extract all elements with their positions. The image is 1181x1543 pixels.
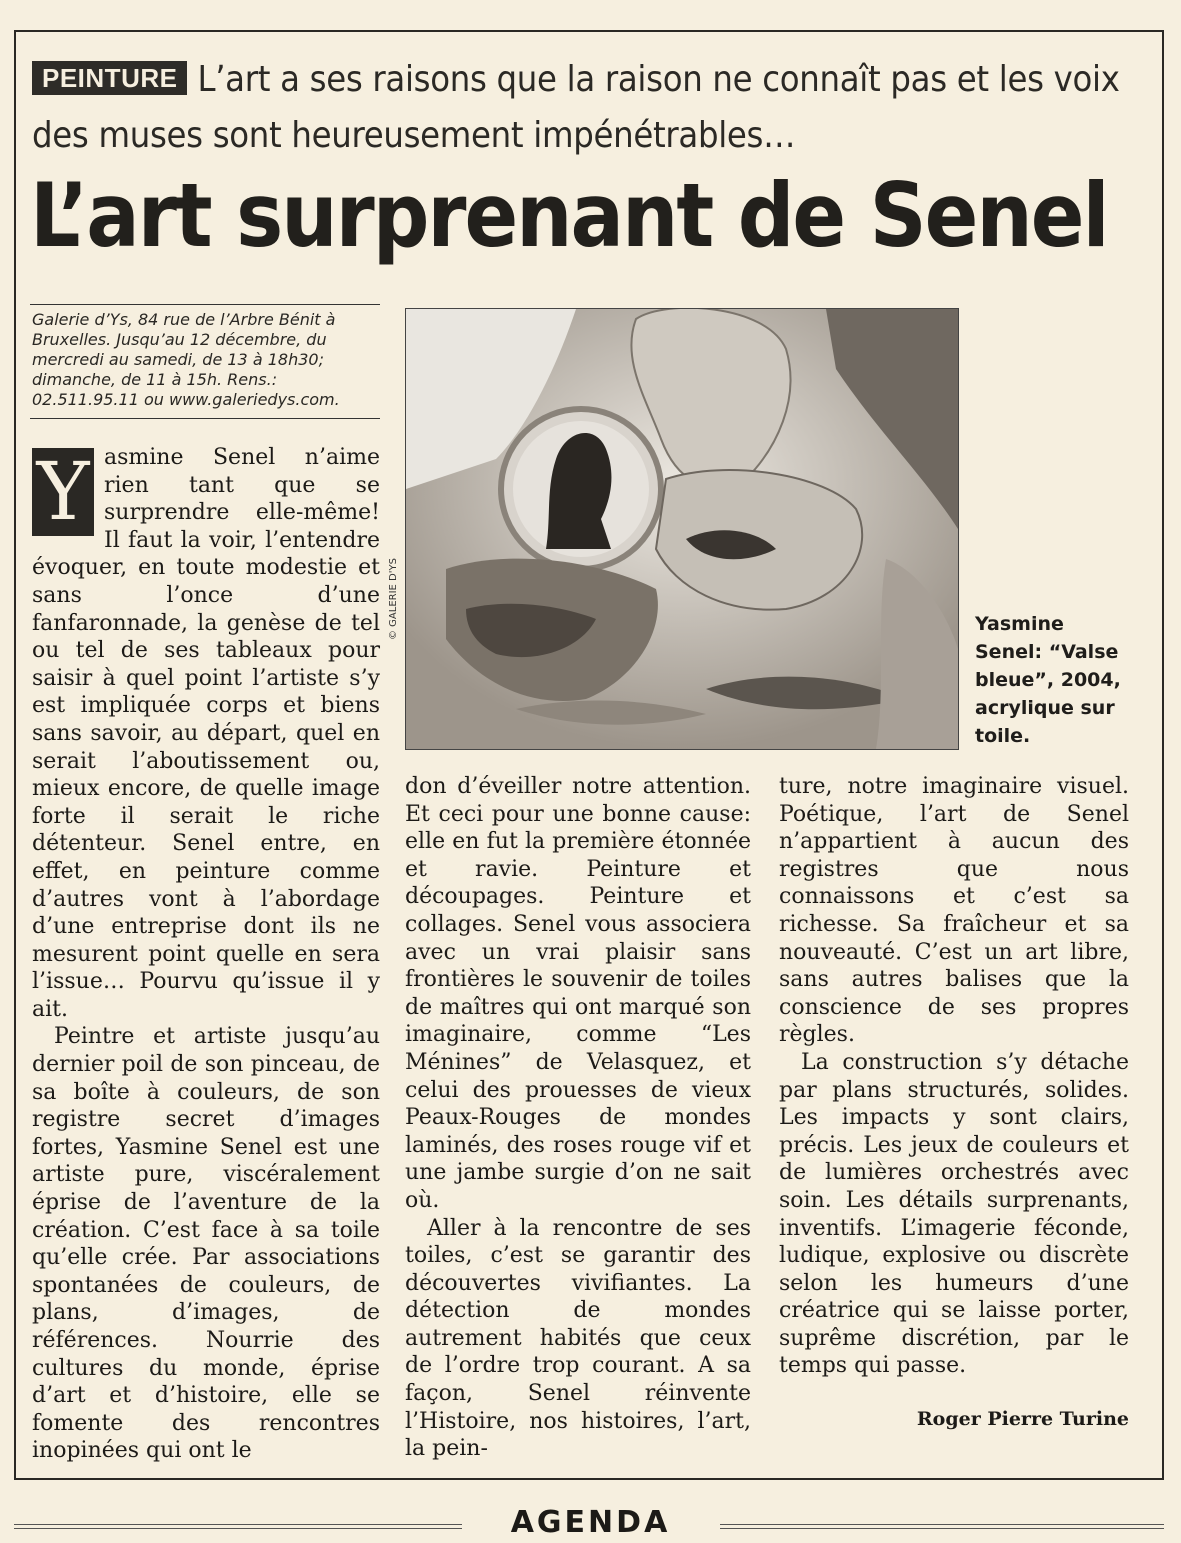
exhibition-info: Galerie d’Ys, 84 rue de l’Arbre Bénit à Bruxelles. Jusqu’au 12 décembre, du mercredi au samedi, de 13 à 18h30; dimanche, de 11 à 15h. Rens.: 02.511.95.11 ou www.galeriedys.com. — [32, 310, 340, 409]
drop-cap: Y — [32, 448, 94, 536]
author-byline: Roger Pierre Turine — [916, 1408, 1129, 1430]
section-footer: AGENDA — [510, 1505, 671, 1540]
info-divider-bottom — [30, 418, 380, 419]
article-column-2 — [405, 773, 751, 1463]
kicker — [32, 52, 1152, 164]
paragraph: ture, notre imaginaire visuel. Poétique, l’art de Senel n’appartient à aucun des registres que nous connaissons et c’est sa richesse. Sa fraîcheur et sa nouveauté. C’est un art libre, sans autres balises que la conscience de ses propres règles. — [779, 774, 1129, 1048]
paragraph: La construction s’y détache par plans structurés, solides. Les impacts y sont clairs, précis. Les jeux de couleurs et de lumières orchestrés avec soin. Les détails surprenants, inventifs. L’imagerie féconde, ludique, explosive ou discrète selon les humeurs d’une créatrice qui se laisse porter, suprême discrétion, par le temps qui passe. — [779, 1049, 1129, 1379]
article-column-1 — [32, 444, 380, 1465]
info-divider-top — [30, 304, 380, 305]
paragraph: asmine Senel n’aime rien tant que se surprendre elle-même! Il faut la voir, l’entendre évoquer, en toute modestie et sans l’once d’une fanfaronnade, la genèse de tel ou tel de ses tableaux pour saisir à quel point l’artiste s’y est impliquée corps et biens sans savoir, au départ, quel en serait l’aboutissement ou, mieux encore, de quelle image forte il serait le riche détenteur. Senel entre, en effet, en peinture comme d’autres vont à l’abordage d’une entreprise dont ils ne mesurent point quelle en sera l’issue… Pourvu qu’issue il y ait. — [32, 445, 380, 1022]
artwork-photo — [405, 308, 959, 750]
kicker-text: L’art a ses raisons que la raison ne connaît pas et les voix des muses sont heureusement impénétrables… — [32, 59, 1120, 156]
photo-credit: © GALERIE D'YS — [388, 558, 399, 640]
photo-caption: Yasmine Senel: “Valse bleue”, 2004, acrylique sur toile. — [975, 613, 1121, 747]
paragraph: Aller à la rencontre de ses toiles, c’est se garantir des découvertes vivifiantes. La détection de mondes autrement habités que ceux de l’ordre trop courant. A sa façon, Senel réinvente l’Histoire, nos histoires, l’art, la pein- — [405, 1215, 751, 1462]
paragraph: Peintre et artiste jusqu’au dernier poil de son pinceau, de sa boîte à couleurs, de son registre secret d’images fortes, Yasmine Senel est une artiste pure, viscéralement éprise de l’aventure de la création. C’est face à sa toile qu’elle crée. Par associations spontanées de couleurs, de plans, d’images, de références. Nourrie des cultures du monde, éprise d’art et d’histoire, elle se fomente des rencontres inopinées qui ont le — [32, 1024, 380, 1464]
paragraph: don d’éveiller notre attention. Et ceci pour une bonne cause: elle en fut la première étonnée et ravie. Peinture et découpages. Peinture et collages. Senel vous associera avec un vrai plaisir sans frontières le souvenir de toiles de maîtres qui ont marqué son imaginaire, comme “Les Ménines” de Velasquez, et celui des prouesses de vieux Peaux-Rouges de mondes laminés, des roses rouge vif et une jambe surgie d’on ne sait où. — [405, 774, 751, 1213]
article-column-3 — [779, 773, 1129, 1380]
artwork-illustration — [406, 309, 958, 749]
headline: L’art surprenant de Senel — [30, 164, 1108, 267]
section-tag: PEINTURE — [32, 61, 187, 95]
